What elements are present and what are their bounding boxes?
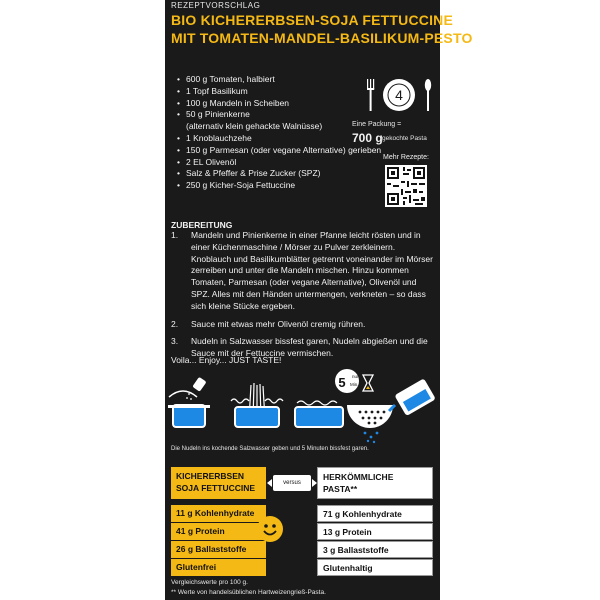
package-label: Eine Packung = bbox=[352, 121, 402, 128]
right-row: 71 g Kohlenhydrate bbox=[317, 505, 433, 522]
recipe-subtitle: MIT TOMATEN-MANDEL-BASILIKUM-PESTO bbox=[171, 30, 473, 46]
double-arrow-icon bbox=[267, 478, 317, 488]
right-row: 13 g Protein bbox=[317, 523, 433, 540]
footnote-comparison: Vergleichswerte pro 100 g. bbox=[171, 579, 248, 586]
right-row: Glutenhaltig bbox=[317, 559, 433, 576]
package-unit: gekochte Pasta bbox=[382, 135, 427, 142]
left-row: 41 g Protein bbox=[171, 523, 266, 540]
ingredient-item: • 2 EL Olivenöl bbox=[177, 157, 377, 169]
recipe-kicker: REZEPTVORSCHLAG bbox=[171, 1, 261, 10]
pouring-pot-icon bbox=[389, 378, 436, 416]
pasta-in-pot-icon bbox=[231, 383, 283, 427]
step-number: 1. bbox=[171, 230, 179, 240]
ingredient-item: • 1 Knoblauchzehe bbox=[177, 133, 377, 145]
herkoemmlich-header: HERKÖMMLICHE PASTA** bbox=[317, 467, 433, 499]
closing-line: Voila... Enjoy... JUST TASTE! bbox=[171, 355, 282, 365]
nutrition-comparison bbox=[171, 467, 433, 575]
smiley-icon bbox=[256, 515, 284, 543]
footnote-pasta: ** Werte von handelsüblichen Hartweizengrieß-Pasta. bbox=[171, 589, 326, 596]
strainer-icon bbox=[347, 405, 393, 443]
cooking-caption: Die Nudeln ins kochende Salzwasser geben und 5 Minuten bissfest garen. bbox=[171, 446, 369, 452]
pot-icon bbox=[168, 391, 210, 427]
preparation-steps bbox=[171, 230, 433, 366]
left-row: 26 g Ballaststoffe bbox=[171, 541, 266, 558]
timer-label-bottom: Min. bbox=[350, 382, 359, 387]
versus-arrow: versus bbox=[273, 475, 311, 491]
boiling-pot-icon bbox=[295, 401, 343, 427]
qr-code[interactable] bbox=[385, 165, 427, 207]
right-row: 3 g Ballaststoffe bbox=[317, 541, 433, 558]
step-number: 3. bbox=[171, 336, 179, 347]
more-recipes-label: Mehr Rezepte: bbox=[383, 154, 429, 161]
left-row: 11 g Kohlenhydrate bbox=[171, 505, 266, 522]
ingredient-list bbox=[177, 74, 382, 192]
preparation-step bbox=[171, 319, 433, 331]
timer-label-top: nur bbox=[352, 374, 359, 379]
cooking-steps-illustration bbox=[165, 365, 440, 445]
recipe-panel bbox=[165, 0, 473, 600]
timer-minutes: 5 bbox=[338, 375, 346, 390]
package-amount: 700 g bbox=[352, 131, 383, 145]
ingredient-item: • Salz & Pfeffer & Prise Zucker (SPZ) bbox=[177, 168, 377, 180]
ingredient-item: • 250 g Kicher-Soja Fettuccine bbox=[177, 180, 377, 192]
ingredient-item: • 100 g Mandeln in Scheiben bbox=[177, 98, 377, 110]
ingredient-item: • 150 g Parmesan (oder vegane Alternative) gerieben bbox=[177, 145, 377, 157]
step-text: Mandeln und Pinienkerne in einer Pfanne leicht rösten und in einer Küchenmaschine / Mörser zu Pulver zerkleinern. Knoblauch und Basilikumblätter getrennt voneinander im Mörser zerreiben und unter die Mandeln mischen. Hinzu kommen Tomaten, Parmesan (oder vegane Alternative), Olivenöl und SPZ. Alles mit den Händen untermengen, verkneten – so dass sich kleine Stücke ergeben. bbox=[191, 230, 433, 311]
recipe-title: BIO KICHERERBSEN-SOJA FETTUCCINE bbox=[171, 12, 454, 28]
servings-plate-icon bbox=[364, 77, 434, 113]
preparation-step bbox=[171, 230, 433, 313]
servings-count: 4 bbox=[395, 87, 403, 103]
step-number: 2. bbox=[171, 318, 179, 329]
left-row: Glutenfrei bbox=[171, 559, 266, 576]
ingredient-note: (alternativ klein gehackte Walnüsse) bbox=[186, 121, 323, 132]
step-text: Nudeln in Salzwasser bissfest garen, Nudeln abgießen und die Sauce mit der Fettuccine vermischen. bbox=[191, 336, 428, 359]
preparation-heading: ZUBEREITUNG bbox=[171, 220, 233, 230]
ingredient-item: • 1 Topf Basilikum bbox=[177, 86, 377, 98]
timer-icon bbox=[335, 369, 373, 393]
ingredient-item: • 50 g Pinienkerne bbox=[177, 109, 377, 121]
ingredient-item: • 600 g Tomaten, halbiert bbox=[177, 74, 377, 86]
step-text: Sauce mit etwas mehr Olivenöl cremig rühren. bbox=[191, 318, 366, 329]
kichererbsen-header: KICHERERBSEN SOJA FETTUCCINE bbox=[171, 467, 266, 499]
